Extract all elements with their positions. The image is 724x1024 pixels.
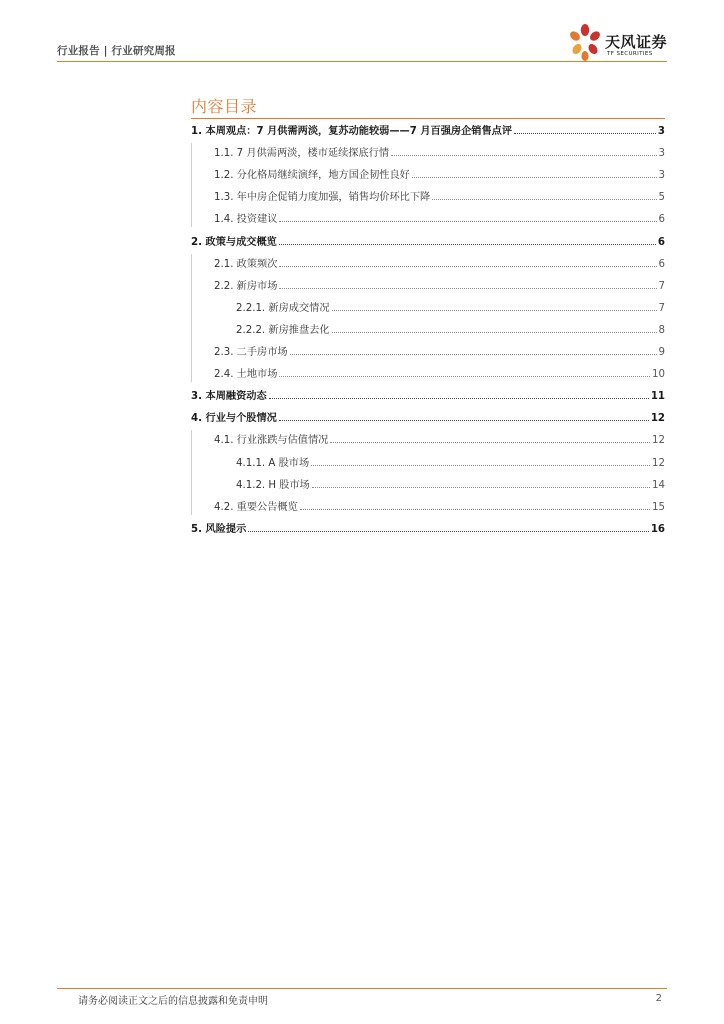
toc-entry-label: 3. 本周融资动态 [191,391,267,403]
toc-entry[interactable] [214,497,665,513]
toc-entry-label: 2.2. 新房市场 [214,280,278,292]
toc-dot-leader [279,375,650,377]
toc-dot-leader [332,331,657,333]
toc-entry-label: 2.4. 土地市场 [214,369,278,381]
toc-entry-label: 1.3. 年中房企促销力度加强，销售均价环比下降 [214,192,431,204]
toc-entry[interactable] [214,143,665,159]
toc-entry-label: 1.2. 分化格局继续演绎，地方国企韧性良好 [214,170,410,182]
toc-entry-label: 2.3. 二手房市场 [214,347,288,358]
toc-dot-leader [279,265,656,267]
toc-entry-page: 7 [658,302,665,314]
toc-entry-label: 2.1. 政策频次 [214,258,278,270]
toc-entry-page: 12 [650,413,665,425]
footer-divider [57,988,667,989]
toc-entry-page: 6 [657,236,665,248]
toc-entry-label: 1.4. 投资建议 [214,214,278,226]
toc-entry[interactable] [236,320,665,336]
toc-entry-page: 12 [652,435,665,447]
toc-entry-page: 6 [658,214,665,226]
toc-dot-leader [279,287,656,289]
toc-dot-leader [312,486,650,488]
toc-entry-label: 1.1. 7 月供需两淡，楼市延续探底行情 [214,148,390,160]
toc-entry-label: 4.2. 重要公告概览 [214,501,298,513]
toc-entry-label: 2.2.2. 新房推盘去化 [236,324,330,336]
toc-entry-label: 4.1. 行业涨跌与估值情况 [214,435,329,447]
toc-dot-leader [279,419,649,421]
toc-entry-label: 2. 政策与成交概览 [191,236,277,248]
toc-entry-label: 2.2.1. 新房成交情况 [236,302,330,314]
toc-entry[interactable] [236,475,665,491]
toc-entry-page: 15 [652,501,665,513]
toc-entry-page: 14 [652,479,665,491]
toc-entry-page: 3 [658,148,665,160]
toc-entry-page: 3 [658,170,665,182]
logo-name: 天风证券 [605,33,668,51]
toc-entry-label: 5. 风险提示 [191,523,247,535]
toc-entry-page: 8 [658,324,665,336]
toc-entry-label: 4.1.1. A 股市场 [236,457,310,469]
toc-entry-page: 9 [658,347,665,358]
toc-entry[interactable] [236,453,665,469]
toc-dot-leader [391,154,656,156]
toc-entry[interactable] [214,254,665,270]
toc-entry[interactable] [191,386,665,402]
toc-entry[interactable] [214,364,665,380]
toc-title: 内容目录 [191,97,258,116]
toc-entry-page: 12 [652,457,665,469]
toc-entry[interactable] [214,276,665,292]
toc-entry-page: 11 [650,391,665,403]
toc-dot-leader [300,508,650,510]
toc-dot-leader [290,353,657,355]
toc-dot-leader [311,464,650,466]
report-category: 行业报告 | 行业研究周报 [57,45,176,57]
toc-dot-leader [412,176,657,178]
toc-dot-leader [432,198,656,200]
toc-dot-leader [248,530,649,532]
toc-dot-leader [279,220,656,222]
toc-entry-page: 10 [652,369,665,381]
footer-disclaimer: 请务必阅读正文之后的信息披露和免责申明 [78,996,268,1007]
toc-entry-page: 6 [658,258,665,270]
toc-entry[interactable] [214,165,665,181]
toc-entry[interactable] [191,121,665,137]
toc-entry[interactable] [214,187,665,203]
toc-dot-leader [279,243,656,245]
toc-indent-guide [191,254,192,383]
toc-dot-leader [330,441,650,443]
toc-entry-page: 16 [650,523,665,535]
toc-indent-guide [191,430,192,514]
page-number: 2 [655,993,662,1004]
toc-dot-leader [514,132,656,134]
toc-entry[interactable] [214,342,665,358]
toc-entry-page: 3 [657,126,665,137]
toc-entry-label: 1. 本周观点：7 月供需两淡，复苏动能较弱——7 月百强房企销售点评 [191,126,513,137]
toc-entry-label: 4. 行业与个股情况 [191,413,277,425]
toc-dot-leader [269,397,649,399]
toc-title-underline [191,118,665,119]
toc-entry[interactable] [191,408,665,424]
toc-entry-page: 7 [658,280,665,292]
toc-entry[interactable] [191,519,665,535]
toc-entry-page: 5 [658,192,665,204]
logo-subtitle: TF SECURITIES [607,51,653,57]
company-logo [568,22,678,62]
toc-entry[interactable] [236,298,665,314]
logo-mark-icon [568,22,602,62]
toc-dot-leader [332,309,657,311]
toc-entry-label: 4.1.2. H 股市场 [236,479,310,491]
toc-entry[interactable] [214,430,665,446]
toc-indent-guide [191,143,192,227]
toc-entry[interactable] [191,232,665,248]
toc-entry[interactable] [214,209,665,225]
header-divider [57,61,667,62]
